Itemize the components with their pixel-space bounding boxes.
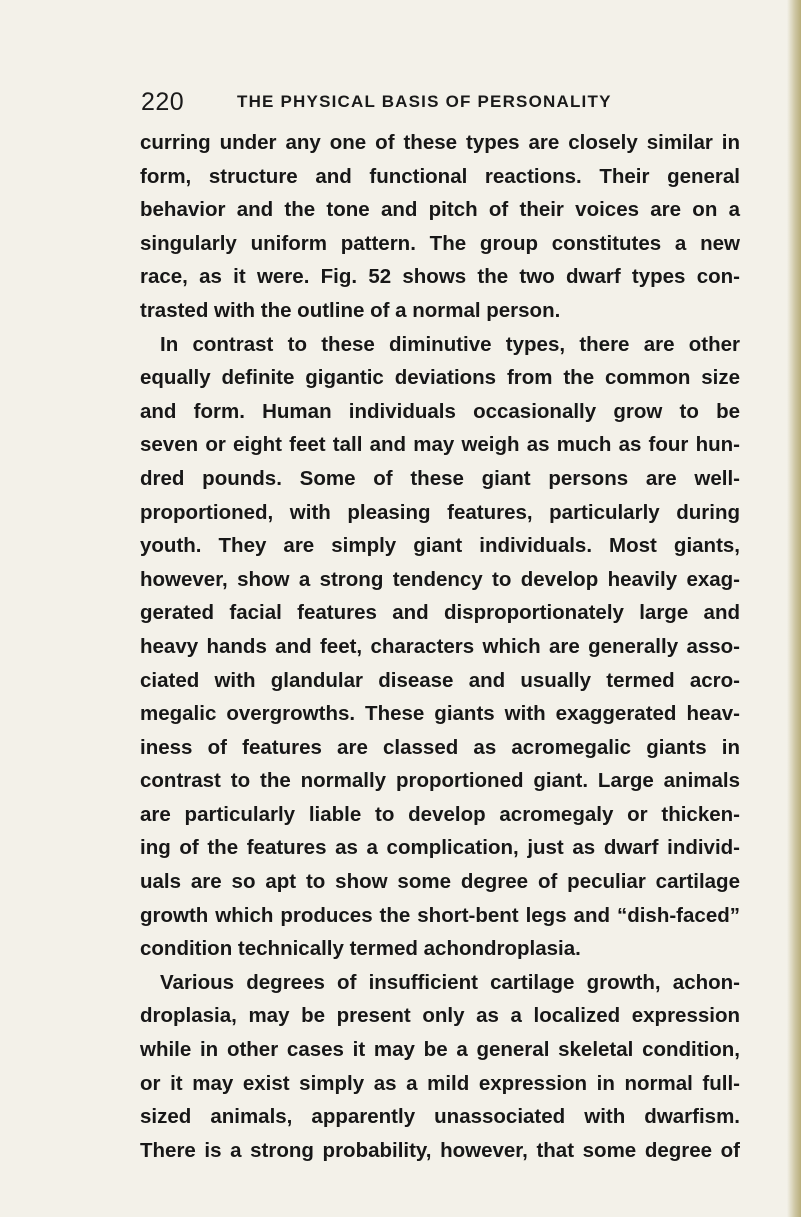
text-line: and form. Human individuals occasionally grow to be	[140, 399, 740, 423]
text-line: dred pounds. Some of these giant persons are well-	[140, 466, 740, 490]
page-edge-shadow	[787, 0, 801, 1217]
text-line: proportioned, with pleasing features, particularly during	[140, 500, 740, 524]
text-line: ciated with glandular disease and usually termed acro-	[140, 668, 740, 692]
text-line: contrast to the normally proportioned giant. Large animals	[140, 769, 740, 793]
text-line: are particularly liable to develop acromegaly or thicken-	[140, 802, 740, 826]
text-line: iness of features are classed as acromegalic giants in	[140, 735, 740, 759]
text-line: growth which produces the short-bent legs and “dish-faced”	[140, 903, 740, 927]
text-line: condition technically termed achondroplasia.	[140, 937, 581, 961]
text-line: while in other cases it may be a general skeletal condition,	[140, 1038, 740, 1062]
text-line: Various degrees of insufficient cartilage growth, achon-	[160, 970, 740, 994]
text-line: megalic overgrowths. These giants with exaggerated heav-	[140, 702, 740, 726]
text-line: form, structure and functional reactions. Their general	[140, 164, 740, 188]
text-line: however, show a strong tendency to develop heavily exag-	[140, 567, 740, 591]
text-line: sized animals, apparently unassociated with dwarfism.	[140, 1105, 740, 1129]
text-line: behavior and the tone and pitch of their voices are on a	[140, 198, 740, 222]
text-line: race, as it were. Fig. 52 shows the two dwarf types con-	[140, 265, 740, 289]
text-line: ing of the features as a complication, just as dwarf individ-	[140, 836, 740, 860]
text-line: equally definite gigantic deviations from the common size	[140, 366, 740, 390]
body-text	[140, 126, 740, 1167]
text-line: heavy hands and feet, characters which are generally asso-	[140, 634, 740, 658]
text-line: youth. They are simply giant individuals. Most giants,	[140, 534, 740, 558]
running-head: THE PHYSICAL BASIS OF PERSONALITY	[237, 92, 612, 111]
page-number: 220	[141, 88, 185, 116]
text-line: trasted with the outline of a normal person.	[140, 298, 561, 322]
text-line: seven or eight feet tall and may weigh as much as four hun-	[140, 433, 740, 457]
text-line: In contrast to these diminutive types, there are other	[160, 332, 740, 356]
text-line: singularly uniform pattern. The group constitutes a new	[140, 231, 740, 255]
text-line: There is a strong probability, however, that some degree of	[140, 1138, 740, 1162]
page-header	[141, 88, 741, 118]
text-line: droplasia, may be present only as a localized expression	[140, 1004, 740, 1028]
text-line: or it may exist simply as a mild expression in normal full-	[140, 1071, 740, 1095]
text-line: gerated facial features and disproportionately large and	[140, 601, 740, 625]
text-line: curring under any one of these types are closely similar in	[140, 131, 740, 154]
text-line: uals are so apt to show some degree of peculiar cartilage	[140, 870, 740, 894]
